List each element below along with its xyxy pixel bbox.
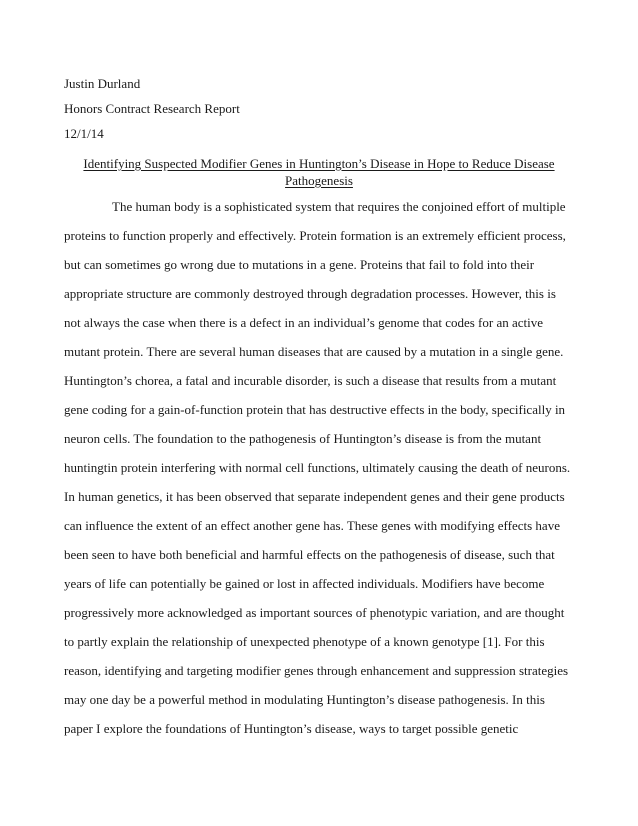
course-name: Honors Contract Research Report — [64, 101, 240, 116]
body-line: been seen to have both beneficial and harmful effects on the pathogenesis of disease, such that — [64, 547, 555, 562]
author-name: Justin Durland — [64, 76, 141, 91]
body-line: gene coding for a gain-of-function protein that has destructive effects in the body, specifically in — [64, 402, 566, 417]
report-title-line-2: Pathogenesis — [285, 173, 353, 188]
body-line: progressively more acknowledged as important sources of phenotypic variation, and are thought — [64, 605, 565, 620]
report-date: 12/1/14 — [64, 126, 104, 141]
body-line: may one day be a powerful method in modulating Huntington’s disease pathogenesis. In this — [64, 692, 545, 707]
body-line: mutant protein. There are several human diseases that are caused by a mutation in a single gene. — [64, 344, 564, 359]
body-line: paper I explore the foundations of Huntington’s disease, ways to target possible genetic — [64, 721, 519, 736]
report-title-line-1: Identifying Suspected Modifier Genes in Huntington’s Disease in Hope to Reduce Disease — [83, 156, 555, 171]
body-line: to partly explain the relationship of unexpected phenotype of a known genotype [1]. For this — [64, 634, 545, 649]
body-line: years of life can potentially be gained or lost in affected individuals. Modifiers have become — [64, 576, 545, 591]
body-line: huntingtin protein interfering with normal cell functions, ultimately causing the death of neurons. — [64, 460, 571, 475]
body-line: appropriate structure are commonly destroyed through degradation processes. However, this is — [64, 286, 556, 301]
body-line: The human body is a sophisticated system that requires the conjoined effort of multiple — [112, 199, 566, 214]
body-line: can influence the extent of an effect another gene has. These genes with modifying effects have — [64, 518, 560, 533]
report-title — [64, 155, 574, 189]
body-line: In human genetics, it has been observed that separate independent genes and their gene products — [64, 489, 565, 504]
body-line: reason, identifying and targeting modifier genes through enhancement and suppression strategies — [64, 663, 569, 678]
body-line: but can sometimes go wrong due to mutations in a gene. Proteins that fail to fold into their — [64, 257, 535, 272]
body-line: proteins to function properly and effectively. Protein formation is an extremely efficient process, — [64, 228, 566, 243]
body-line: Huntington’s chorea, a fatal and incurable disorder, is such a disease that results from a mutant — [64, 373, 557, 388]
body-line: neuron cells. The foundation to the pathogenesis of Huntington’s disease is from the mutant — [64, 431, 542, 446]
body-line: not always the case when there is a defect in an individual’s genome that codes for an active — [64, 315, 544, 330]
